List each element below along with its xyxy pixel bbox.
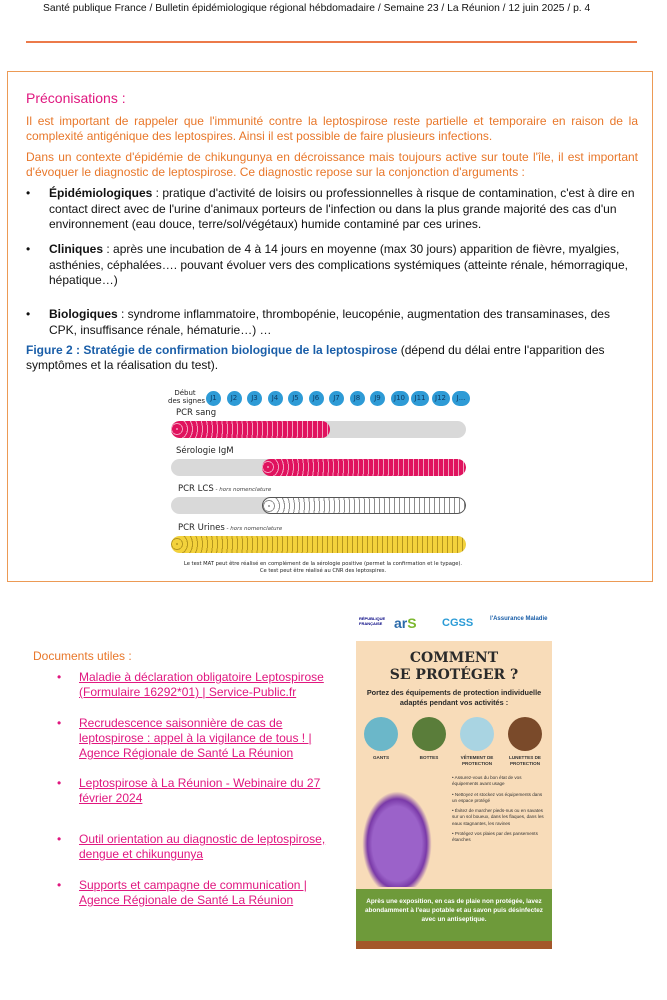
prevention-tips	[452, 775, 548, 848]
argument-item	[26, 242, 640, 307]
onset-label	[168, 389, 206, 405]
day-marker: J3	[247, 391, 262, 406]
day-marker: J8	[350, 391, 365, 406]
test-label	[178, 484, 271, 495]
test-window-fill	[171, 536, 466, 553]
bacteria-monster-illustration	[362, 791, 432, 887]
test-name: Sérologie IgM	[176, 446, 234, 456]
preconisations-title: Préconisations :	[26, 90, 126, 106]
argument-term: Biologiques	[49, 307, 118, 321]
equipment-goggles	[502, 717, 548, 767]
tip-item: • Nettoyez et stockez vos équipements dans un espace protégé	[452, 791, 543, 803]
partner-logos	[356, 612, 552, 636]
gloves-icon	[364, 717, 398, 751]
documents-title: Documents utiles :	[33, 649, 132, 663]
day-marker: J2	[227, 391, 242, 406]
ars-logo-text-b: S	[407, 615, 417, 631]
document-link-recrudescence[interactable]: Recrudescence saisonnière de cas de leptospirose : appel à la vigilance de tous ! | Agence Régionale de Santé La Réunion	[79, 716, 312, 760]
argument-text: : syndrome inflammatoire, thrombopénie, leucopénie, augmentation des transaminases, des CPK, insuffisance rénale, hématurie…) …	[49, 307, 610, 337]
test-note: - hors nomenclature	[224, 526, 283, 532]
argument-term: Cliniques	[49, 242, 104, 256]
documents-link-list	[57, 670, 347, 908]
test-window-track	[171, 497, 466, 514]
argument-text: : après une incubation de 4 à 14 jours en moyenne (max 30 jours) apparition de fièvre, myalgies, asthénies, céphalées…. pouvant évoluer vers des complications systémiques (atteinte rénale, hémorragique, hépatique…)	[49, 242, 628, 287]
test-note: - hors nomenclature	[213, 487, 272, 493]
tip-item: • Protégez vos plaies par des pansements étanches	[452, 831, 538, 843]
poster-title	[356, 650, 552, 684]
test-name: PCR LCS	[178, 484, 214, 494]
day-marker: J6	[309, 391, 324, 406]
test-label	[178, 523, 282, 534]
header-rule	[26, 41, 637, 43]
boots-icon	[412, 717, 446, 751]
test-label	[176, 446, 234, 456]
equipment-label: VÊTEMENT DE PROTECTION	[460, 755, 494, 766]
poster-title-line-1: COMMENT	[409, 650, 499, 666]
day-marker: J4	[268, 391, 283, 406]
document-link-declaration[interactable]: Maladie à déclaration obligatoire Leptospirose (Formulaire 16292*01) | Service-Public.fr	[79, 670, 324, 699]
figure-caption-title: Figure 2 : Stratégie de confirmation biologique de la leptospirose	[26, 343, 398, 357]
equipment-boots	[406, 717, 452, 761]
test-label	[176, 408, 216, 418]
day-marker: J7	[329, 391, 344, 406]
test-name: PCR sang	[176, 408, 217, 418]
immunity-paragraph: Il est important de rappeler que l'immunité contre la leptospirose reste partielle et temporaire en raison de la complexité antigénique des leptospires. Ainsi il est possible de faire plusieurs infections.	[26, 114, 638, 143]
figure-caption	[26, 343, 640, 373]
day-marker: J12	[432, 391, 450, 406]
document-list-item	[57, 776, 347, 832]
document-list-item	[57, 878, 347, 908]
context-paragraph: Dans un contexte d'épidémie de chikungunya en décroissance mais toujours active sur toute l'île, il est important d'évoquer le diagnostic de leptospirose. Ce diagnostic repose sur la conjonction d'arguments :	[26, 150, 638, 179]
argument-item	[26, 307, 640, 338]
test-window-track	[171, 459, 466, 476]
onset-label-line-2: des signes	[168, 397, 206, 405]
day-marker: J9	[370, 391, 385, 406]
day-marker: J1	[206, 391, 221, 406]
argument-list	[26, 186, 640, 338]
ars-logo-text-a: ar	[394, 615, 408, 631]
argument-item	[26, 186, 640, 242]
test-window-fill	[262, 497, 466, 514]
figure-caption-text: (dépend du délai entre l'apparition des symptômes et la réalisation du test).	[26, 343, 605, 372]
tip-item: • Assurez-vous du bon état de vos équipements avant usage	[452, 775, 522, 787]
document-list-item	[57, 832, 347, 878]
cgss-logo: CGSS	[442, 617, 474, 629]
test-window-fill	[262, 459, 466, 476]
poster-footer-text: Après une exposition, en cas de plaie non protégée, lavez abondamment à l'eau potable et au savon puis désinfectez avec un antiseptique.	[364, 898, 543, 923]
equipment-clothing	[454, 717, 500, 767]
equipment-gloves	[358, 717, 404, 761]
poster-subtitle: Portez des équipements de protection individuelle adaptés pendant vos activités :	[366, 688, 542, 707]
diagnostic-timeline-diagram	[168, 386, 478, 581]
diagram-note-line-1: Le test MAT peut être réalisé en complément de la sérologie positive (permet la confirmation et le typage).	[183, 561, 463, 567]
document-link-webinaire[interactable]: Leptospirose à La Réunion - Webinaire du 27 février 2024	[79, 776, 321, 805]
republique-francaise-logo: RÉPUBLIQUE FRANÇAISE	[359, 616, 386, 626]
diagram-note-line-2: Ce test peut être réalisé au CNR des leptospires.	[259, 568, 387, 574]
day-marker: J10	[391, 391, 409, 406]
equipment-label: BOTTES	[419, 755, 439, 760]
tip-item: • Évitez de marcher pieds-nus ou en savates sur un sol boueux, dans les flaques, dans les eaux stagnantes, les ravines	[452, 808, 544, 826]
clothing-icon	[460, 717, 494, 751]
ars-logo	[394, 615, 417, 631]
document-link-supports-campagne[interactable]: Supports et campagne de communication | Agence Régionale de Santé La Réunion	[79, 878, 307, 907]
soil-band	[356, 941, 552, 949]
day-marker: J...	[452, 391, 470, 406]
goggles-icon	[508, 717, 542, 751]
document-list-item	[57, 670, 347, 716]
poster-body	[356, 641, 552, 949]
onset-label-line-1: Début	[174, 389, 196, 397]
running-header: Santé publique France / Bulletin épidémiologique régional hébdomadaire / Semaine 23 / La Réunion / 12 juin 2025 / p. 4	[43, 3, 591, 14]
test-name: PCR Urines	[178, 523, 225, 533]
document-list-item	[57, 716, 347, 776]
diagram-note	[158, 561, 488, 575]
day-marker: J5	[288, 391, 303, 406]
argument-term: Épidémiologiques	[49, 186, 153, 200]
test-window-track	[171, 421, 466, 438]
assurance-maladie-logo: l'Assurance Maladie	[490, 616, 548, 622]
equipment-label: LUNETTES DE PROTECTION	[509, 755, 541, 766]
equipment-label: GANTS	[372, 755, 390, 760]
test-window-fill	[171, 421, 330, 438]
poster-title-line-2: SE PROTÉGER ?	[389, 667, 519, 683]
prevention-poster	[356, 612, 552, 949]
day-marker: J11	[411, 391, 429, 406]
argument-text: : pratique d'activité de loisirs ou professionnelles à risque de contamination, c'est à dire en contact direct avec de l'urine d'animaux porteurs de l'infection ou dans la plus grande majorité des cas d'un environnement (eau douce, terre/sol/végétaux) humide contaminé par ces urines.	[49, 186, 635, 231]
document-link-outil-orientation[interactable]: Outil orientation au diagnostic de leptospirose, dengue et chikungunya	[79, 832, 326, 861]
test-window-track	[171, 536, 466, 553]
